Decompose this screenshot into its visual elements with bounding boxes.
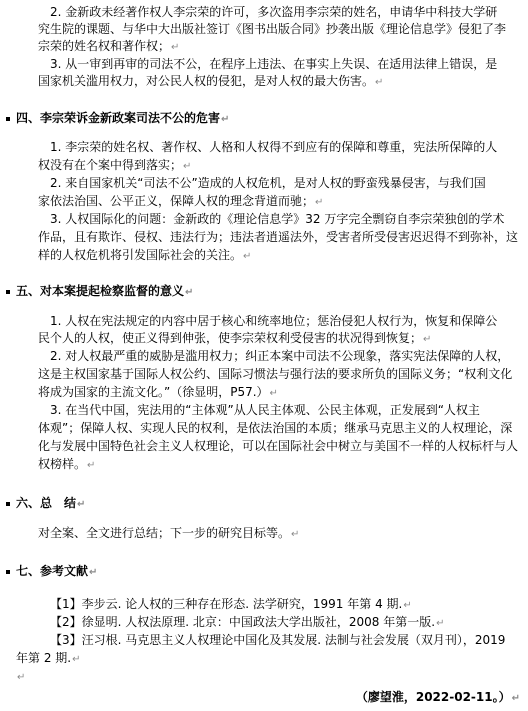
paragraph-line: 作品，且有欺诈、侵权、违法行为；违法者逍遥法外，受害者所受侵害迟迟得不到弥补，这	[38, 230, 519, 244]
heading-bullet	[6, 570, 10, 574]
paragraph-line: 2. 金新政未经著作权人李宗荣的许可，多次盗用李宗荣的姓名，申请华中科技大学研	[38, 5, 498, 19]
paragraph-line: 民个人的人权，使正义得到伸张，使李宗荣权利受侵害的状况得到恢复；↵	[38, 331, 432, 345]
paragraph-line: 化与发展中国特色社会主义人权理论，可以在国际社会中树立与美国不一样的人权标杆与人	[38, 439, 519, 453]
paragraph-line: 家依法治国、公平正义，保障人权的理念背道而驰；↵	[38, 194, 324, 208]
reference-item: 【3】汪习根. 马克思主义人权理论中国化及其发展. 法制与社会发展（双月刊），2019	[50, 633, 506, 647]
paragraph-line: 2. 来自国家机关“司法不公”造成的人权危机，是对人权的野蛮残暴侵害，与我们国	[38, 176, 486, 190]
paragraph-line: 3. 在当代中国，宪法用的“主体观”从人民主体观、公民主体观，正发展到“人权主	[38, 403, 480, 417]
paragraph-mark: ↵	[171, 42, 180, 53]
paragraph-line: 对全案、全文进行总结；下一步的研究目标等。↵	[38, 526, 300, 540]
paragraph-line: 1. 人权在宪法规定的内容中居于核心和统率地位；惩治侵犯人权行为，恢复和保障公	[38, 314, 498, 328]
heading-bullet	[6, 117, 10, 121]
reference-item: 【2】徐显明. 人权法原理. 北京：中国政法大学出版社，2008 年第一版.↵	[50, 615, 445, 629]
paragraph-line: 权没有在个案中得到落实；↵	[38, 158, 192, 172]
paragraph-line: 体观”；保障人权、实现人民的权利，是依法治国的本质；继承马克思主义的人权理论，深	[38, 421, 513, 435]
paragraph-line: 国家机关滥用权力，对公民人权的侵犯，是对人权的最大伤害。↵	[38, 74, 384, 88]
reference-item: 年第 2 期.↵	[16, 651, 81, 665]
section-heading: 七、参考文献↵	[16, 564, 98, 578]
empty-line: ↵	[17, 672, 26, 683]
paragraph-line: 究生院的课题、与华中大出版社签订《图书出版合同》抄袭出版《理论信息学》侵犯了李	[38, 22, 507, 36]
paragraph-line: 样的人权危机将引发国际社会的关注。↵	[38, 248, 252, 262]
paragraph-line: 3. 人权国际化的问题：金新政的《理论信息学》32 万字完全剽窃自李宗荣独创的学术	[38, 212, 505, 226]
paragraph-line: 将成为国家的主流文化。”（徐显明，P57.）↵	[38, 385, 278, 399]
paragraph-line: 3. 从一审到再审的司法不公，在程序上违法、在事实上失误、在适用法律上错误，是	[38, 57, 498, 71]
reference-item: 【1】李步云. 论人权的三种存在形态. 法学研究，1991 年第 4 期.↵	[50, 597, 412, 611]
section-heading: 五、对本案提起检察监督的意义↵	[16, 284, 194, 298]
heading-bullet	[6, 502, 10, 506]
paragraph-line: 宗荣的姓名权和著作权；↵	[38, 39, 180, 53]
paragraph-line: 权榜样。↵	[38, 457, 96, 471]
heading-bullet	[6, 290, 10, 294]
paragraph-line: 这是主权国家基于国际人权公约、国际习惯法与强行法的要求所负的国际义务；“权利文化	[38, 367, 513, 381]
paragraph-line: 1. 李宗荣的姓名权、著作权、人格和人权得不到应有的保障和尊重，宪法所保障的人	[38, 140, 498, 154]
signature-date: （廖望淮，2022-02-11。）↵	[355, 690, 520, 704]
section-heading: 六、总 结↵	[16, 496, 86, 510]
paragraph-line: 2. 对人权最严重的威胁是滥用权力；纠正本案中司法不公现象，落实宪法保障的人权，	[38, 349, 510, 363]
section-heading: 四、李宗荣诉金新政案司法不公的危害↵	[16, 111, 230, 125]
